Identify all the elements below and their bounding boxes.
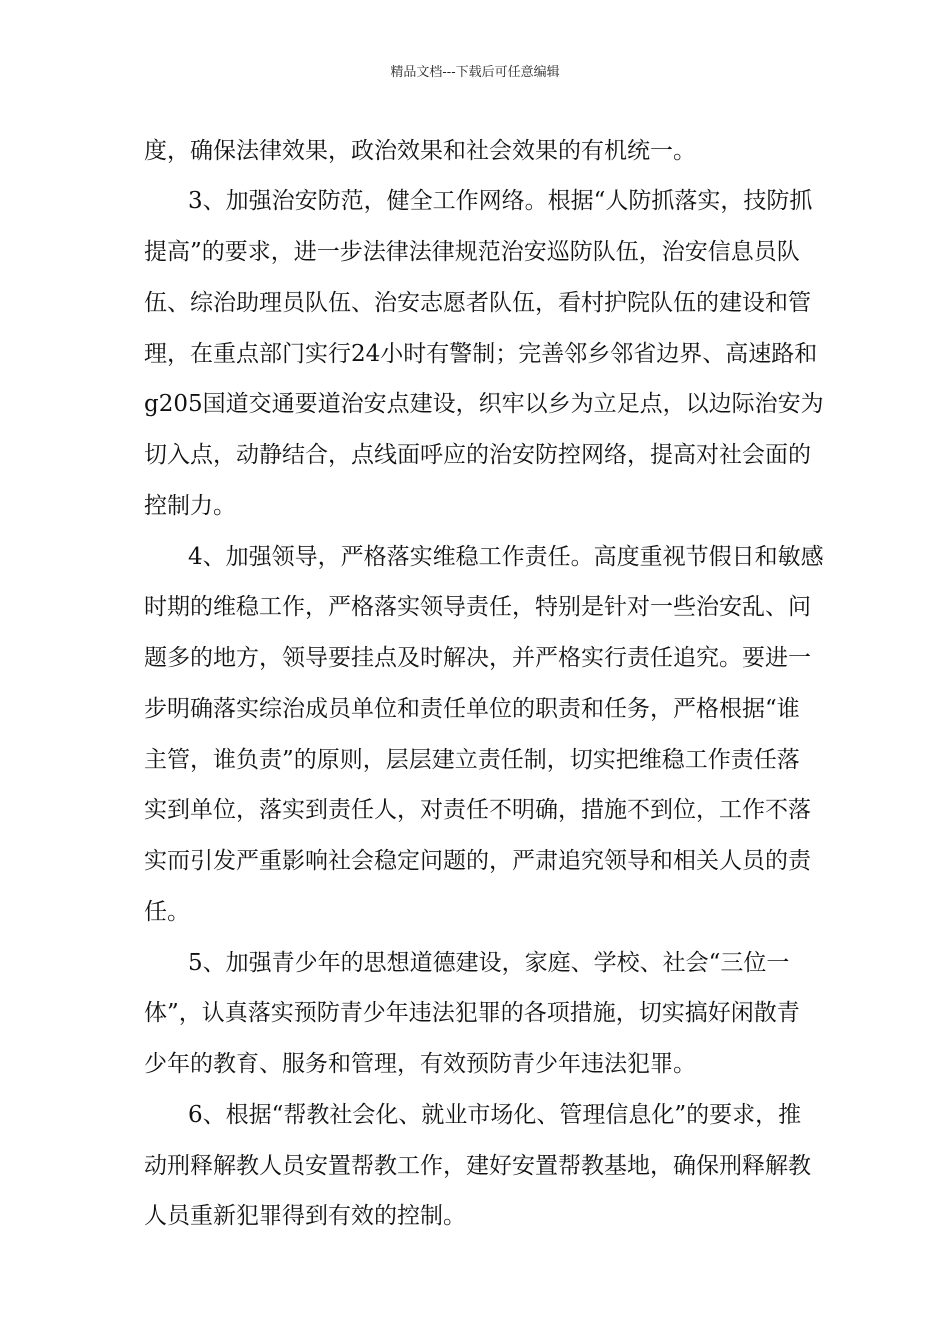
paragraph-3-line: g205国道交通要道治安点建设，织牢以乡为立足点，以边际治安为 <box>144 391 824 417</box>
paragraph-6-line: 6、根据“帮教社会化、就业市场化、管理信息化”的要求，推 <box>188 1102 802 1128</box>
paragraph-4-line: 4、加强领导，严格落实维稳工作责任。高度重视节假日和敏感 <box>188 544 824 570</box>
text-line: 度，确保法律效果，政治效果和社会效果的有机统一。 <box>144 138 696 164</box>
paragraph-3-line: 提高”的要求，进一步法律法律规范治安巡防队伍，治安信息员队 <box>144 239 800 265</box>
page-header: 精品文档---下载后可任意编辑 <box>390 65 560 80</box>
paragraph-3-line: 理，在重点部门实行24小时有警制；完善邻乡邻省边界、高速路和 <box>144 341 818 367</box>
paragraph-4-line: 题多的地方，领导要挂点及时解决，并严格实行责任追究。要进一 <box>144 645 811 671</box>
paragraph-3-line: 伍、综治助理员队伍、治安志愿者队伍，看村护院队伍的建设和管 <box>144 290 811 316</box>
paragraph-5-line: 体”，认真落实预防青少年违法犯罪的各项措施，切实搞好闲散青 <box>144 1000 800 1026</box>
paragraph-5-line: 5、加强青少年的思想道德建设，家庭、学校、社会“三位一 <box>188 950 790 976</box>
paragraph-3-line: 控制力。 <box>144 493 236 519</box>
paragraph-6-line: 动刑释解教人员安置帮教工作，建好安置帮教基地，确保刑释解教 <box>144 1153 811 1179</box>
paragraph-4-line: 步明确落实综治成员单位和责任单位的职责和任务，严格根据“谁 <box>144 696 800 722</box>
paragraph-4-line: 时期的维稳工作，严格落实领导责任，特别是针对一些治安乱、问 <box>144 594 811 620</box>
paragraph-4-line: 实到单位，落实到责任人，对责任不明确，措施不到位，工作不落 <box>144 797 811 823</box>
paragraph-3-line: 3、加强治安防范，健全工作网络。根据“人防抓落实，技防抓 <box>188 188 813 214</box>
paragraph-6-line: 人员重新犯罪得到有效的控制。 <box>144 1203 466 1229</box>
paragraph-4-line: 实而引发严重影响社会稳定问题的，严肃追究领导和相关人员的责 <box>144 848 811 874</box>
paragraph-4-line: 主管，谁负责”的原则，层层建立责任制，切实把维稳工作责任落 <box>144 747 800 773</box>
paragraph-3-line: 切入点，动静结合，点线面呼应的治安防控网络，提高对社会面的 <box>144 442 811 468</box>
paragraph-4-line: 任。 <box>144 899 190 925</box>
paragraph-5-line: 少年的教育、服务和管理，有效预防青少年违法犯罪。 <box>144 1051 696 1077</box>
